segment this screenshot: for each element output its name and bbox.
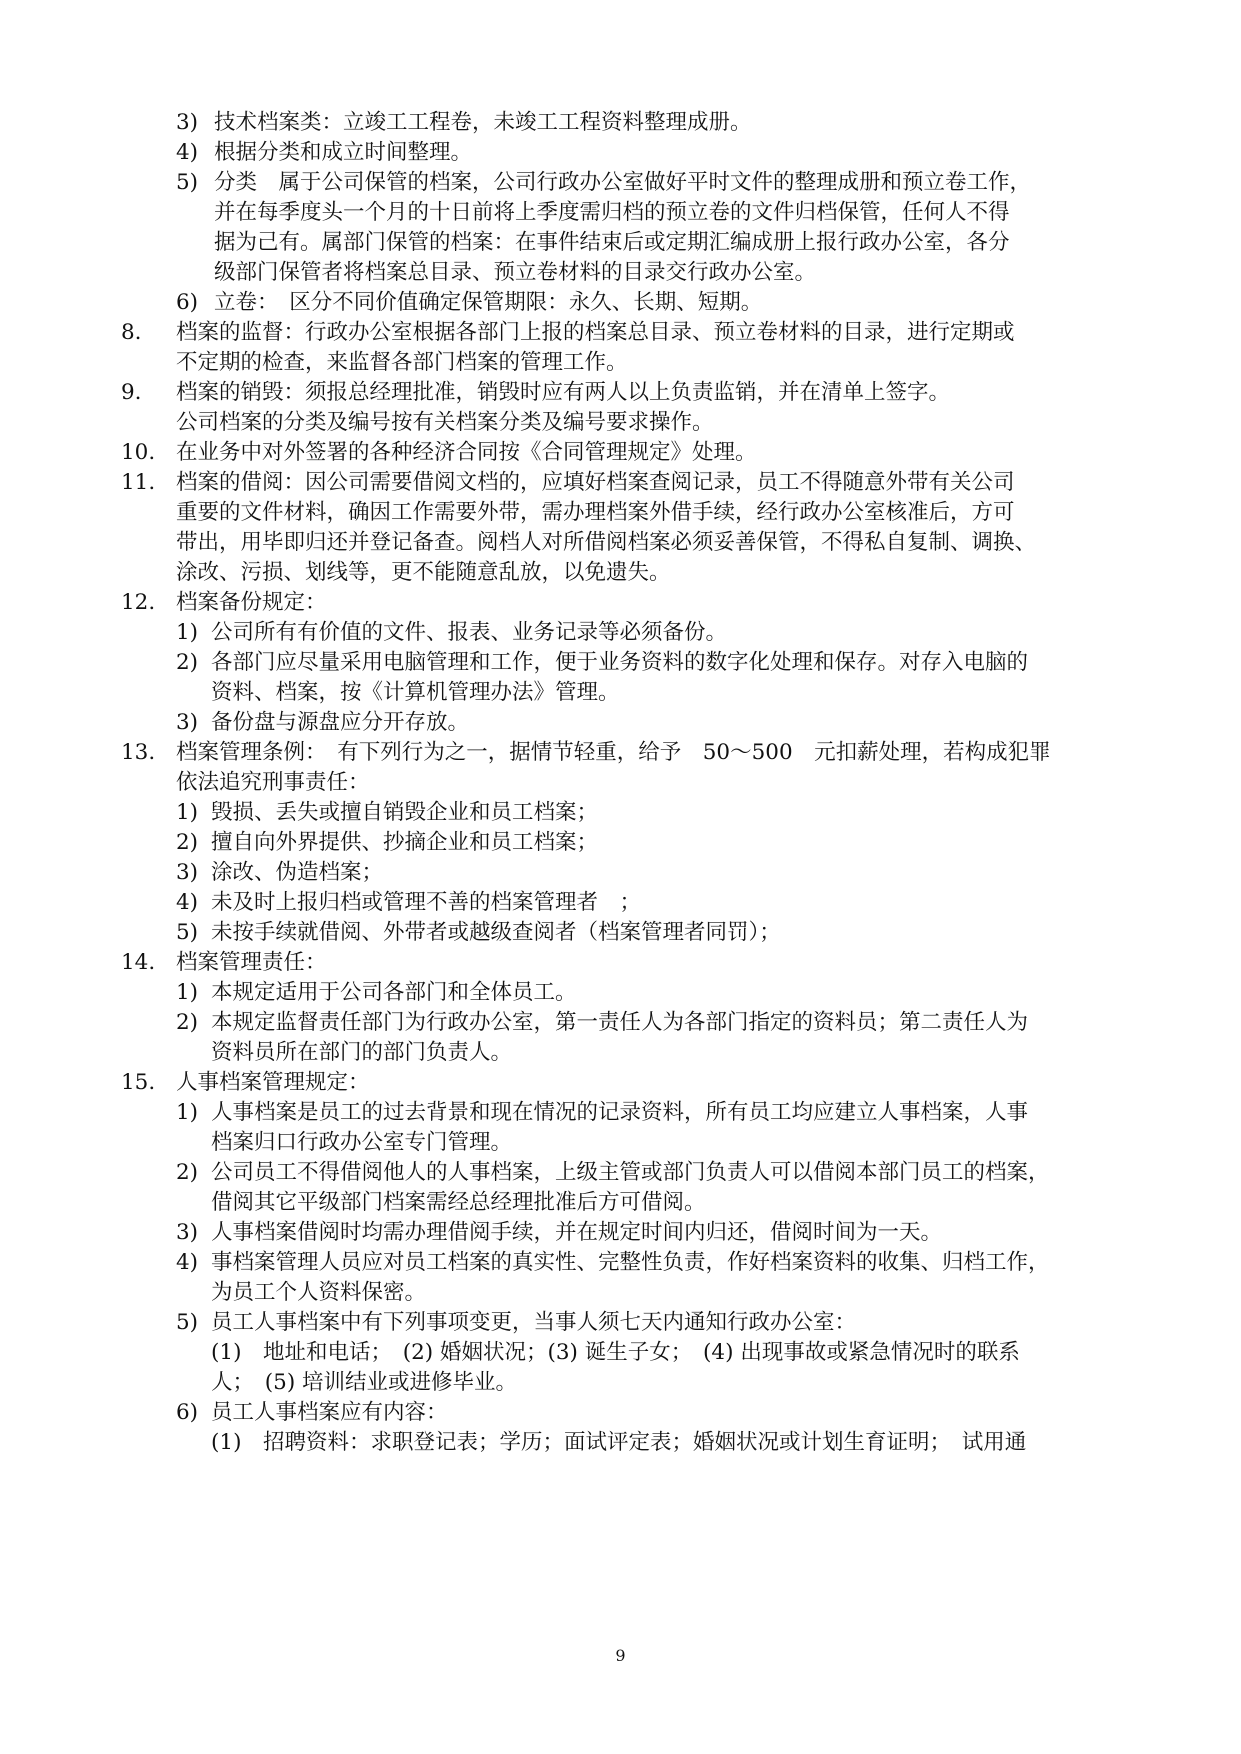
text-line: 分类 属于公司保管的档案，公司行政办公室做好平时文件的整理成册和预立卷工作，: [214, 170, 1032, 195]
text-line: 在业务中对外签署的各种经济合同按《合同管理规定》处理。: [176, 440, 757, 465]
item-number: 1): [176, 980, 199, 1005]
text-line: 依法追究刑事责任：: [176, 770, 370, 795]
text-line: 立卷： 区分不同价值确定保管期限：永久、长期、短期。: [214, 290, 763, 315]
text-line: 档案管理责任：: [176, 950, 327, 975]
text-line: 员工人事档案应有内容：: [211, 1400, 448, 1425]
item-number: 2): [176, 830, 199, 855]
item-number: 8.: [121, 320, 142, 345]
item-number: 15.: [121, 1070, 156, 1095]
text-line: 为员工个人资料保密。: [211, 1280, 427, 1305]
item-number: 4): [176, 140, 199, 165]
text-line: 未及时上报归档或管理不善的档案管理者 ；: [211, 890, 642, 915]
text-line: 级部门保管者将档案总目录、预立卷材料的目录交行政办公室。: [214, 260, 817, 285]
text-line: 借阅其它平级部门档案需经总经理批准后方可借阅。: [211, 1190, 706, 1215]
text-line: 人事档案管理规定：: [176, 1070, 370, 1095]
text-line: 资料员所在部门的部门负责人。: [211, 1040, 513, 1065]
item-number: 3): [176, 860, 199, 885]
item-number: 1): [176, 800, 199, 825]
item-number: 9.: [121, 380, 142, 405]
text-line: 并在每季度头一个月的十日前将上季度需归档的预立卷的文件归档保管，任何人不得: [214, 200, 1010, 225]
text-line: 公司所有有价值的文件、报表、业务记录等必须备份。: [211, 620, 728, 645]
text-line: 据为己有。属部门保管的档案：在事件结束后或定期汇编成册上报行政办公室，各分: [214, 230, 1010, 255]
text-line: 人； (5) 培训结业或进修毕业。: [211, 1370, 518, 1395]
item-number: 3): [176, 710, 199, 735]
text-line: 本规定适用于公司各部门和全体员工。: [211, 980, 577, 1005]
text-line: 技术档案类：立竣工工程卷，未竣工工程资料整理成册。: [214, 110, 752, 135]
text-line: 涂改、污损、划线等，更不能随意乱放，以免遗失。: [176, 560, 671, 585]
item-number: 10.: [121, 440, 156, 465]
item-number: 2): [176, 1160, 199, 1185]
item-number: 11.: [121, 470, 156, 495]
item-number: 13.: [121, 740, 156, 765]
text-line: 带出，用毕即归还并登记备查。阅档人对所借阅档案必须妥善保管，不得私自复制、调换、: [176, 530, 1037, 555]
text-line: 档案的销毁：须报总经理批准，销毁时应有两人以上负责监销，并在清单上签字。: [176, 380, 951, 405]
text-line: 档案的监督：行政办公室根据各部门上报的档案总目录、预立卷材料的目录，进行定期或: [176, 320, 1015, 345]
item-number: 5): [176, 170, 199, 195]
item-number: 1): [176, 1100, 199, 1125]
text-line: 毁损、丢失或擅自销毁企业和员工档案；: [211, 800, 599, 825]
text-line: 未按手续就借阅、外带者或越级查阅者（档案管理者同罚）；: [211, 920, 781, 945]
text-line: 人事档案是员工的过去背景和现在情况的记录资料，所有员工均应建立人事档案，人事: [211, 1100, 1029, 1125]
item-number: 1): [176, 620, 199, 645]
item-number: 12.: [121, 590, 156, 615]
item-number: 14.: [121, 950, 156, 975]
text-line: 人事档案借阅时均需办理借阅手续，并在规定时间内归还，借阅时间为一天。: [211, 1220, 943, 1245]
text-line: 档案备份规定：: [176, 590, 327, 615]
page-number: 9: [615, 1646, 626, 1665]
text-line: 公司档案的分类及编号按有关档案分类及编号要求操作。: [176, 410, 714, 435]
text-line: 各部门应尽量采用电脑管理和工作，便于业务资料的数字化处理和保存。对存入电脑的: [211, 650, 1029, 675]
text-line: 员工人事档案中有下列事项变更，当事人须七天内通知行政办公室：: [211, 1310, 857, 1335]
text-line: 档案的借阅：因公司需要借阅文档的，应填好档案查阅记录，员工不得随意外带有关公司: [176, 470, 1015, 495]
text-line: 事档案管理人员应对员工档案的真实性、完整性负责，作好档案资料的收集、归档工作，: [211, 1250, 1050, 1275]
item-number: 6): [176, 290, 199, 315]
text-line: 档案管理条例： 有下列行为之一，据情节轻重，给予 50～500 元扣薪处理，若构成犯罪: [176, 740, 1051, 765]
text-line: 重要的文件材料，确因工作需要外带，需办理档案外借手续，经行政办公室核准后，方可: [176, 500, 1015, 525]
text-line: 涂改、伪造档案；: [211, 860, 384, 885]
text-line: 擅自向外界提供、抄摘企业和员工档案；: [211, 830, 599, 855]
item-number: 3): [176, 110, 199, 135]
item-number: 4): [176, 890, 199, 915]
text-line: 不定期的检查，来监督各部门档案的管理工作。: [176, 350, 628, 375]
item-number: 3): [176, 1220, 199, 1245]
text-line: 备份盘与源盘应分开存放。: [211, 710, 470, 735]
item-number: 2): [176, 1010, 199, 1035]
text-line: 本规定监督责任部门为行政办公室，第一责任人为各部门指定的资料员；第二责任人为: [211, 1010, 1029, 1035]
text-line: 公司员工不得借阅他人的人事档案，上级主管或部门负责人可以借阅本部门员工的档案，: [211, 1160, 1050, 1185]
item-number: 4): [176, 1250, 199, 1275]
text-line: 档案归口行政办公室专门管理。: [211, 1130, 513, 1155]
text-line: (1) 地址和电话； (2) 婚姻状况；(3) 诞生子女； (4) 出现事故或紧急情况时的联系: [211, 1340, 1020, 1365]
text-line: 资料、档案，按《计算机管理办法》管理。: [211, 680, 620, 705]
item-number: 6): [176, 1400, 199, 1425]
item-number: 2): [176, 650, 199, 675]
text-line: (1) 招聘资料：求职登记表；学历；面试评定表；婚姻状况或计划生育证明； 试用通: [211, 1430, 1027, 1455]
text-line: 根据分类和成立时间整理。: [214, 140, 473, 165]
item-number: 5): [176, 1310, 199, 1335]
item-number: 5): [176, 920, 199, 945]
